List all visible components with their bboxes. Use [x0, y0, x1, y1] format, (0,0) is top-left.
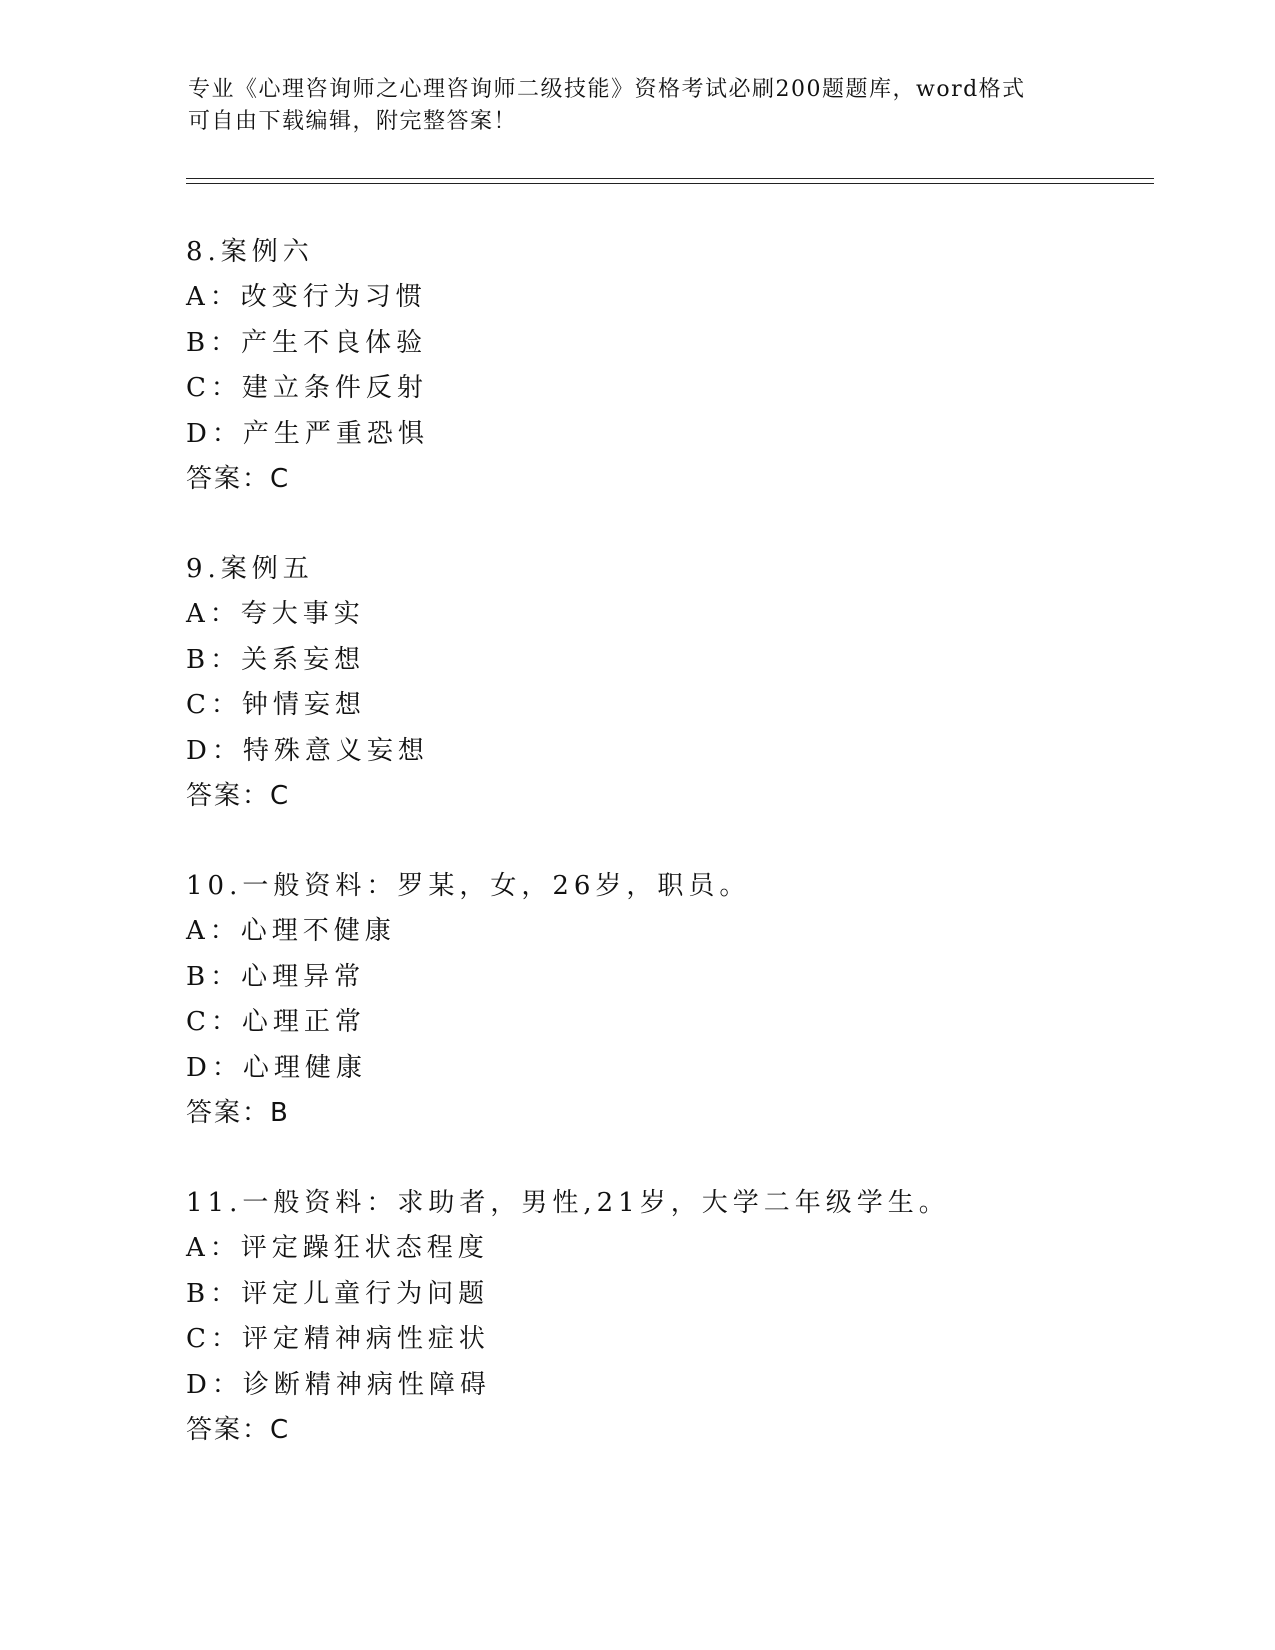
- answer-line: 答案：C: [186, 780, 291, 811]
- answer-line: 答案：B: [186, 1097, 290, 1128]
- question-block: [186, 547, 1186, 819]
- question-block: [186, 1181, 1186, 1453]
- question-stem: 9.案例五: [186, 554, 314, 584]
- option-b: B：产生不良体验: [186, 327, 428, 358]
- question-stem: 10.一般资料：罗某，女，26岁，职员。: [186, 871, 751, 901]
- answer-line: 答案：C: [186, 463, 291, 494]
- question-block: [186, 230, 1186, 502]
- option-d: D：心理健康: [186, 1052, 367, 1083]
- header-divider-bottom: [186, 183, 1154, 184]
- option-c: C：心理正常: [186, 1007, 366, 1038]
- question-block: [186, 864, 1186, 1136]
- document-header: [188, 74, 1088, 138]
- option-b: B：心理异常: [186, 961, 366, 992]
- option-a: A：评定躁狂状态程度: [186, 1233, 489, 1264]
- header-line-2: 可自由下载编辑，附完整答案！: [188, 109, 518, 134]
- question-stem: 11.一般资料：求助者，男性,21岁，大学二年级学生。: [186, 1188, 950, 1218]
- option-c: C：钟情妄想: [186, 690, 366, 721]
- option-a: A：心理不健康: [186, 916, 396, 947]
- option-b: B：关系妄想: [186, 644, 366, 675]
- option-b: B：评定儿童行为问题: [186, 1278, 490, 1309]
- answer-line: 答案：C: [186, 1414, 291, 1445]
- question-stem: 8.案例六: [186, 237, 314, 267]
- option-d: D：产生严重恐惧: [186, 418, 429, 449]
- option-c: C：建立条件反射: [186, 373, 428, 404]
- header-line-1: 专业《心理咨询师之心理咨询师二级技能》资格考试必刷200题题库，word格式: [188, 77, 1026, 102]
- option-d: D：诊断精神病性障碍: [186, 1369, 491, 1400]
- option-d: D：特殊意义妄想: [186, 735, 429, 766]
- option-c: C：评定精神病性症状: [186, 1324, 490, 1355]
- option-a: A：改变行为习惯: [186, 282, 427, 313]
- header-divider-top: [186, 178, 1154, 179]
- option-a: A：夸大事实: [186, 599, 365, 630]
